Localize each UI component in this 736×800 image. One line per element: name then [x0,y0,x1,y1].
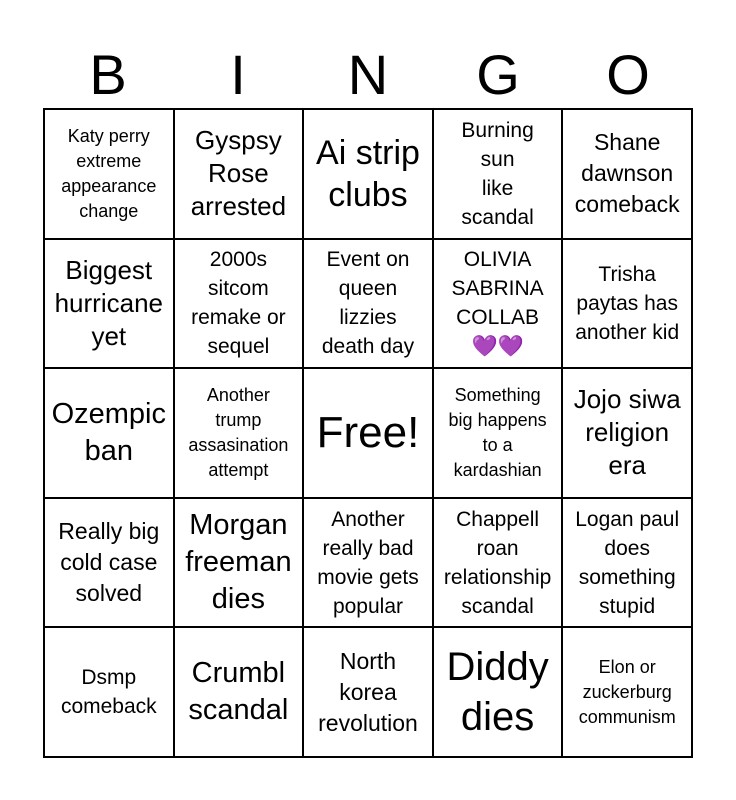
bingo-cell-2-2 [174,239,304,369]
cell-text: Crumbl scandal [188,657,289,727]
bingo-cell-4-3 [303,498,433,628]
cell-text: Diddy dies [446,645,549,740]
bingo-cell-5-3 [303,627,433,757]
cell-text: Gyspsy Rose arrested [190,125,287,222]
cell-text: Logan paul does something stupid [575,507,680,618]
cell-text: Katy perry extreme appearance change [61,125,157,221]
cell-text: Morgan freeman dies [185,509,292,616]
cell-text: Ai strip clubs [316,133,420,214]
bingo-cell-1-5 [562,109,692,239]
bingo-cell-3-1 [44,368,174,498]
bingo-cell-2-5 [562,239,692,369]
cell-text: Shane dawnson comeback [574,129,680,218]
bingo-cell-5-1 [44,627,174,757]
cell-text: North korea revolution [318,647,418,736]
bingo-cell-3-5 [562,368,692,498]
cell-text: 2000s sitcom remake or sequel [191,248,286,359]
bingo-cell-2-3 [303,239,433,369]
bingo-cell-1-2 [174,109,304,239]
cell-text: OLIVIA SABRINA COLLAB 💜💜 [451,248,544,359]
bingo-cell-1-4 [433,109,563,239]
cell-text: Another trump assasination attempt [188,384,289,480]
header-letter-n: N [347,43,389,106]
bingo-cell-5-4 [433,627,563,757]
bingo-grid [43,108,693,758]
cell-text: Burning sun like scandal [461,118,534,229]
free-space: Free! [316,407,420,457]
cell-text: Another really bad movie gets popular [317,507,419,618]
bingo-cell-5-5 [562,627,692,757]
bingo-header [43,42,693,108]
cell-text: Event on queen lizzies death day [321,248,415,359]
cell-text: Chappell roan relationship scandal [443,507,552,618]
cell-text: Ozempic ban [51,397,166,467]
bingo-cell-2-4 [433,239,563,369]
bingo-cell-1-3 [303,109,433,239]
cell-text: Biggest hurricane yet [54,254,163,351]
bingo-cell-5-2 [174,627,304,757]
bingo-cell-4-4 [433,498,563,628]
header-letter-o: O [606,43,650,106]
bingo-cell-3-3 [303,368,433,498]
bingo-cell-4-1 [44,498,174,628]
header-letter-b: B [89,43,127,106]
header-letter-i: I [230,43,246,106]
cell-text: Elon or zuckerburg communism [578,656,676,727]
bingo-cell-4-5 [562,498,692,628]
cell-text: Really big cold case solved [58,518,160,607]
bingo-cell-4-2 [174,498,304,628]
bingo-cell-2-1 [44,239,174,369]
cell-text: Something big happens to a kardashian [448,384,547,480]
bingo-cell-1-1 [44,109,174,239]
cell-text: Trisha paytas has another kid [575,262,680,344]
cell-text: Dsmp comeback [60,666,157,719]
cell-text: Jojo siwa religion era [573,384,681,481]
bingo-cell-3-4 [433,368,563,498]
header-letter-g: G [476,43,520,106]
bingo-cell-3-2 [174,368,304,498]
